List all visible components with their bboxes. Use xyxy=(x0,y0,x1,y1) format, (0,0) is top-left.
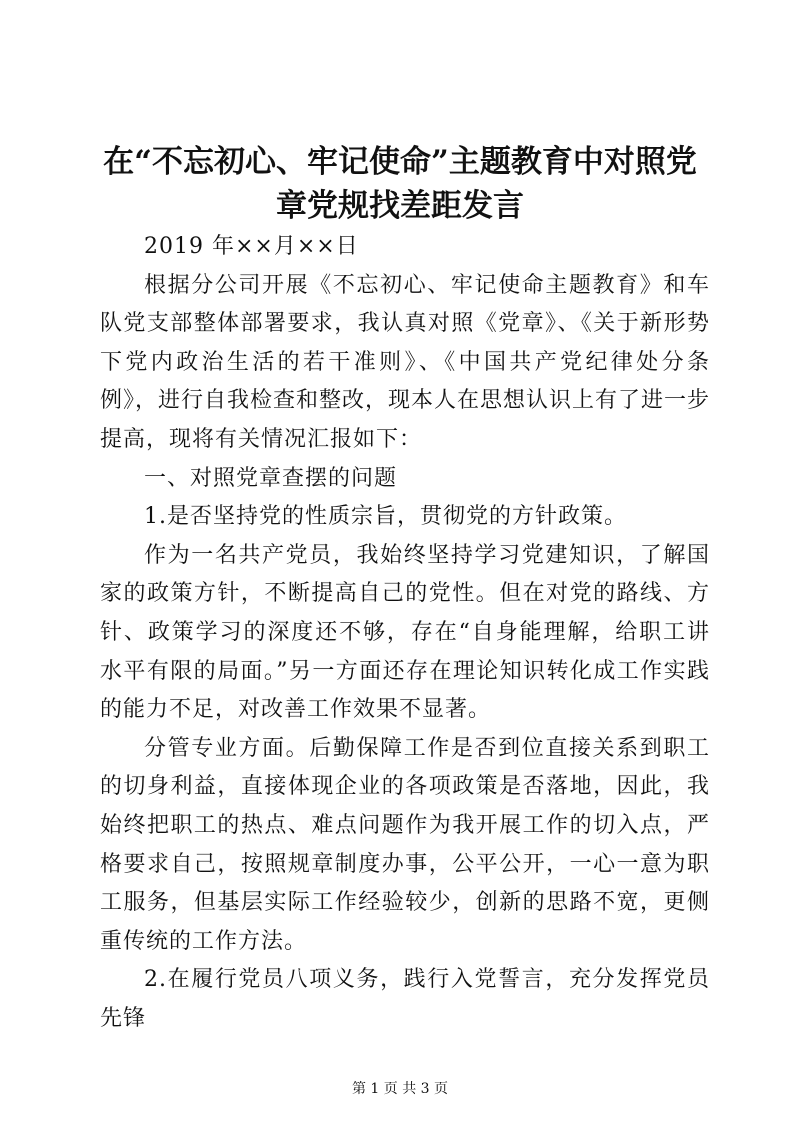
document-body xyxy=(100,228,710,1038)
item-heading-1: 1.是否坚持党的性质宗旨，贯彻党的方针政策。 xyxy=(144,504,627,530)
paragraph-intro: 根据分公司开展《不忘初心、牢记使命主题教育》和车队党支部整体部署要求，我认真对照《党章》、《关于新形势下党内政治生活的若干准则》、《中国共产党纪律处分条例》，进行自我检查和整改，现本人在思想认识上有了进一步提高，现将有关情况汇报如下： xyxy=(100,272,711,452)
paragraph-professional: 分管专业方面。后勤保障工作是否到位直接关系到职工的切身利益，直接体现企业的各项政策是否落地，因此，我始终把职工的热点、难点问题作为我开展工作的切入点，严格要求自己，按照规章制度办事，公平公开，一心一意为职工服务，但基层实际工作经验较少，创新的思路不宽，更侧重传统的工作方法。 xyxy=(100,735,710,954)
page-footer: 第 1 页 共 3 页 xyxy=(351,1081,449,1097)
date-line: 2019 年××月××日 xyxy=(144,234,359,259)
document-title: 在“不忘初心、牢记使命”主题教育中对照党章党规找差距发言 xyxy=(103,144,697,224)
item-heading-2: 2.在履行党员八项义务，践行入党誓言，充分发挥党员先锋 xyxy=(100,967,710,1031)
paragraph-item-1: 作为一名共产党员，我始终坚持学习党建知识，了解国家的政策方针，不断提高自己的党性。但在对党的路线、方针、政策学习的深度还不够，存在“自身能理解，给职工讲水平有限的局面。”另一方面还存在理论知识转化成工作实践的能力不足，对改善工作效果不显著。 xyxy=(100,542,710,723)
section-heading: 一、对照党章查摆的问题 xyxy=(144,465,398,491)
